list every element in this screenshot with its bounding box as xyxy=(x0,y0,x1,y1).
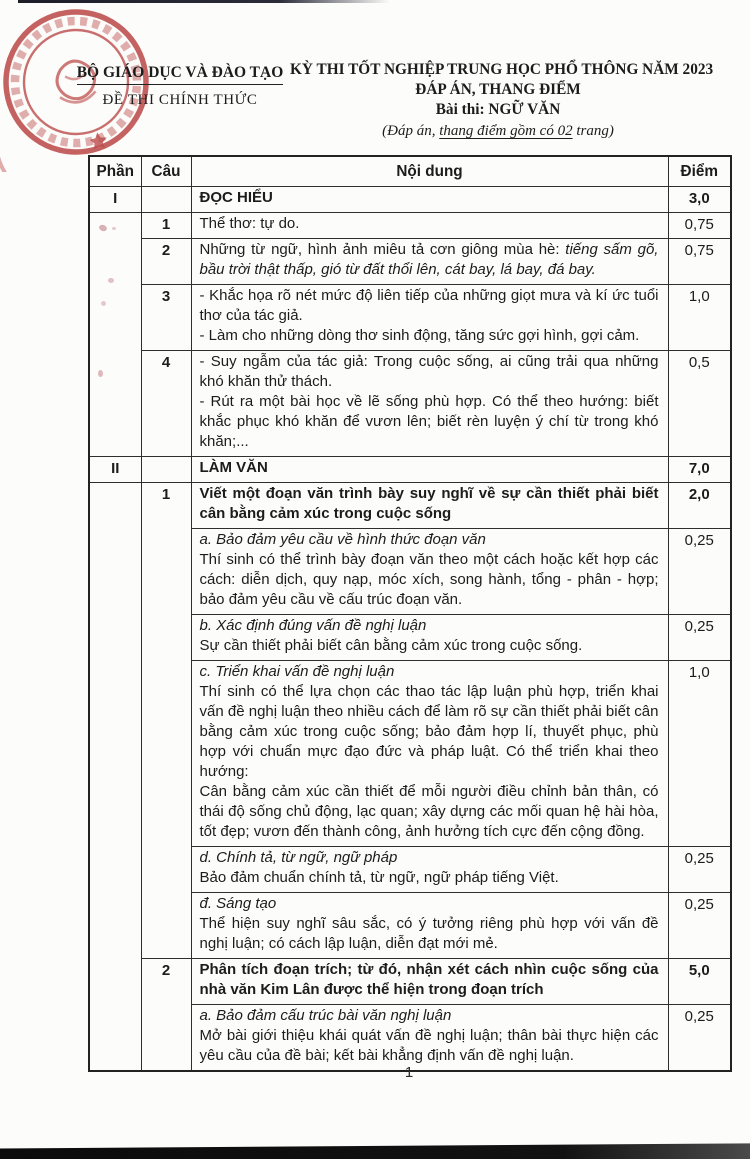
content-paragraph: Những từ ngữ, hình ảnh miêu tả cơn giông mùa hè: tiếng sấm gõ, bầu trời thật thấp, gió từ đất thổi lên, cát bay, lá bay, đá bay. xyxy=(199,241,659,278)
table-row xyxy=(89,187,731,213)
table-row xyxy=(89,959,731,1005)
score-cell: 0,5 xyxy=(668,351,731,457)
content-paragraph: ĐỌC HIỂU xyxy=(199,189,273,206)
table-row xyxy=(89,213,731,239)
question-cell: 2 xyxy=(141,239,191,285)
table-row xyxy=(89,351,731,457)
content-paragraph: - Suy ngẫm của tác giả: Trong cuộc sống, ai cũng trải qua những khó khăn thử thách. xyxy=(199,353,659,390)
page-number: 1 xyxy=(404,1064,414,1081)
note-prefix: (Đáp án, xyxy=(382,123,440,139)
question-cell: 3 xyxy=(141,285,191,351)
header-left xyxy=(70,64,290,109)
content-paragraph: Sự cần thiết phải biết cân bằng cảm xúc trong cuộc sống. xyxy=(199,637,583,654)
content-cell xyxy=(191,239,668,285)
column-header-score: Điểm xyxy=(668,156,731,187)
part-cell: II xyxy=(89,457,141,483)
table-row xyxy=(89,457,731,483)
content-paragraph: Viết một đoạn văn trình bày suy nghĩ về sự cần thiết phải biết cân bằng cảm xúc trong cuộc sống xyxy=(199,485,659,522)
column-header-part: Phần xyxy=(89,156,141,187)
content-cell xyxy=(191,529,668,615)
content-paragraph: c. Triển khai vấn đề nghị luận xyxy=(199,663,395,680)
score-cell: 0,25 xyxy=(668,893,731,959)
table-header-row xyxy=(89,156,731,187)
note-suffix: trang) xyxy=(572,123,614,139)
scan-speck xyxy=(101,301,106,306)
question-cell: 4 xyxy=(141,351,191,457)
scan-speck xyxy=(108,278,114,283)
question-cell xyxy=(141,457,191,483)
column-header-question: Câu xyxy=(141,156,191,187)
content-paragraph: - Rút ra một bài học về lẽ sống phù hợp. Có thể theo hướng: biết khắc phục khó khăn để vươn lên; biết rèn luyện ý chí từ trong khó khăn;... xyxy=(199,393,659,450)
scan-speck xyxy=(98,370,103,377)
content-cell xyxy=(191,457,668,483)
content-paragraph: LÀM VĂN xyxy=(199,459,268,476)
content-paragraph: - Khắc họa rõ nét mức độ liên tiếp của những giọt mưa và kí ức tuổi thơ của tác giả. xyxy=(199,287,659,324)
content-cell xyxy=(191,351,668,457)
content-paragraph: Phân tích đoạn trích; từ đó, nhận xét cách nhìn cuộc sống của nhà văn Kim Lân được thể hiện trong đoạn trích xyxy=(199,961,659,998)
exam-title: KỲ THI TỐT NGHIỆP TRUNG HỌC PHỔ THÔNG NĂM 2023 xyxy=(290,61,714,78)
table-row xyxy=(89,483,731,529)
score-cell: 7,0 xyxy=(668,457,731,483)
content-paragraph: a. Bảo đảm yêu cầu về hình thức đoạn văn xyxy=(199,531,486,548)
content-cell xyxy=(191,959,668,1005)
content-cell xyxy=(191,1005,668,1072)
note-underlined: thang điểm gồm có 02 xyxy=(439,123,573,139)
score-cell: 0,25 xyxy=(668,847,731,893)
table-row xyxy=(89,239,731,285)
content-paragraph: Thí sinh có thể lựa chọn các thao tác lập luận phù hợp, triển khai vấn đề nghị luận theo nhiều cách để làm rõ sự cần thiết phải biết cân bằng cảm xúc trong cuộc sống; bảo đảm hợp lí, thuyết phục, phù hợp với chuẩn mực đạo đức và pháp luật. Có thể triển khai theo hướng: xyxy=(199,683,659,780)
score-cell: 0,25 xyxy=(668,1005,731,1072)
score-cell: 1,0 xyxy=(668,661,731,847)
content-cell xyxy=(191,661,668,847)
part-cell xyxy=(89,213,141,457)
exam-type-label: ĐỀ THI CHÍNH THỨC xyxy=(102,92,258,108)
ministry-title: BỘ GIÁO DỤC VÀ ĐÀO TẠO xyxy=(77,64,284,85)
subject-line: Bài thi: NGỮ VĂN xyxy=(435,101,561,118)
part-cell xyxy=(89,483,141,1072)
content-cell xyxy=(191,285,668,351)
answer-table-body xyxy=(89,187,731,1072)
score-cell: 0,25 xyxy=(668,615,731,661)
content-cell xyxy=(191,213,668,239)
question-cell: 1 xyxy=(141,213,191,239)
scan-edge-artifact-bottom xyxy=(0,1142,750,1159)
content-paragraph: Thể thơ: tự do. xyxy=(199,215,300,232)
score-cell: 2,0 xyxy=(668,483,731,529)
answer-key-table xyxy=(88,155,732,1072)
question-cell: 1 xyxy=(141,483,191,959)
content-paragraph: Mở bài giới thiệu khái quát vấn đề nghị luận; thân bài thực hiện các yêu cầu của đề bài; kết bài khẳng định vấn đề nghị luận. xyxy=(199,1027,659,1064)
score-cell: 0,25 xyxy=(668,529,731,615)
page-count-note xyxy=(290,121,706,141)
answer-key-subtitle: ĐÁP ÁN, THANG ĐIỂM xyxy=(415,81,581,98)
content-cell xyxy=(191,187,668,213)
content-paragraph: đ. Sáng tạo xyxy=(199,895,277,912)
part-cell: I xyxy=(89,187,141,213)
header-right xyxy=(290,60,714,141)
content-cell xyxy=(191,615,668,661)
question-cell xyxy=(141,187,191,213)
scan-speck xyxy=(112,227,116,230)
content-cell xyxy=(191,847,668,893)
content-cell xyxy=(191,893,668,959)
content-paragraph: b. Xác định đúng vấn đề nghị luận xyxy=(199,617,427,634)
score-cell: 0,75 xyxy=(668,239,731,285)
score-cell: 0,75 xyxy=(668,213,731,239)
content-paragraph: - Làm cho những dòng thơ sinh động, tăng sức gợi hình, gợi cảm. xyxy=(199,327,640,344)
content-paragraph: Thí sinh có thể trình bày đoạn văn theo một cách hoặc kết hợp các cách: diễn dịch, quy nạp, móc xích, song hành, tổng - phân - hợp; bảo đảm yêu cầu về cấu trúc đoạn văn. xyxy=(199,551,659,608)
content-paragraph: d. Chính tả, từ ngữ, ngữ pháp xyxy=(199,849,398,866)
column-header-content: Nội dung xyxy=(191,156,668,187)
question-cell: 2 xyxy=(141,959,191,1072)
content-paragraph: Cân bằng cảm xúc cần thiết để mỗi người điều chỉnh bản thân, có thái độ sống chủ động, lạc quan; xây dựng các mối quan hệ hài hòa, tốt đẹp; vươn đến thành công, ảnh hưởng tích cực đến cộng đồng. xyxy=(199,783,659,840)
table-row xyxy=(89,285,731,351)
score-cell: 3,0 xyxy=(668,187,731,213)
content-paragraph: a. Bảo đảm cấu trúc bài văn nghị luận xyxy=(199,1007,452,1024)
score-cell: 5,0 xyxy=(668,959,731,1005)
score-cell: 1,0 xyxy=(668,285,731,351)
content-paragraph: Thể hiện suy nghĩ sâu sắc, có ý tưởng riêng phù hợp với vấn đề nghị luận; có cách lập luận, diễn đạt mới mẻ. xyxy=(199,915,659,952)
content-cell xyxy=(191,483,668,529)
content-paragraph: Bảo đảm chuẩn chính tả, từ ngữ, ngữ pháp tiếng Việt. xyxy=(199,869,559,886)
